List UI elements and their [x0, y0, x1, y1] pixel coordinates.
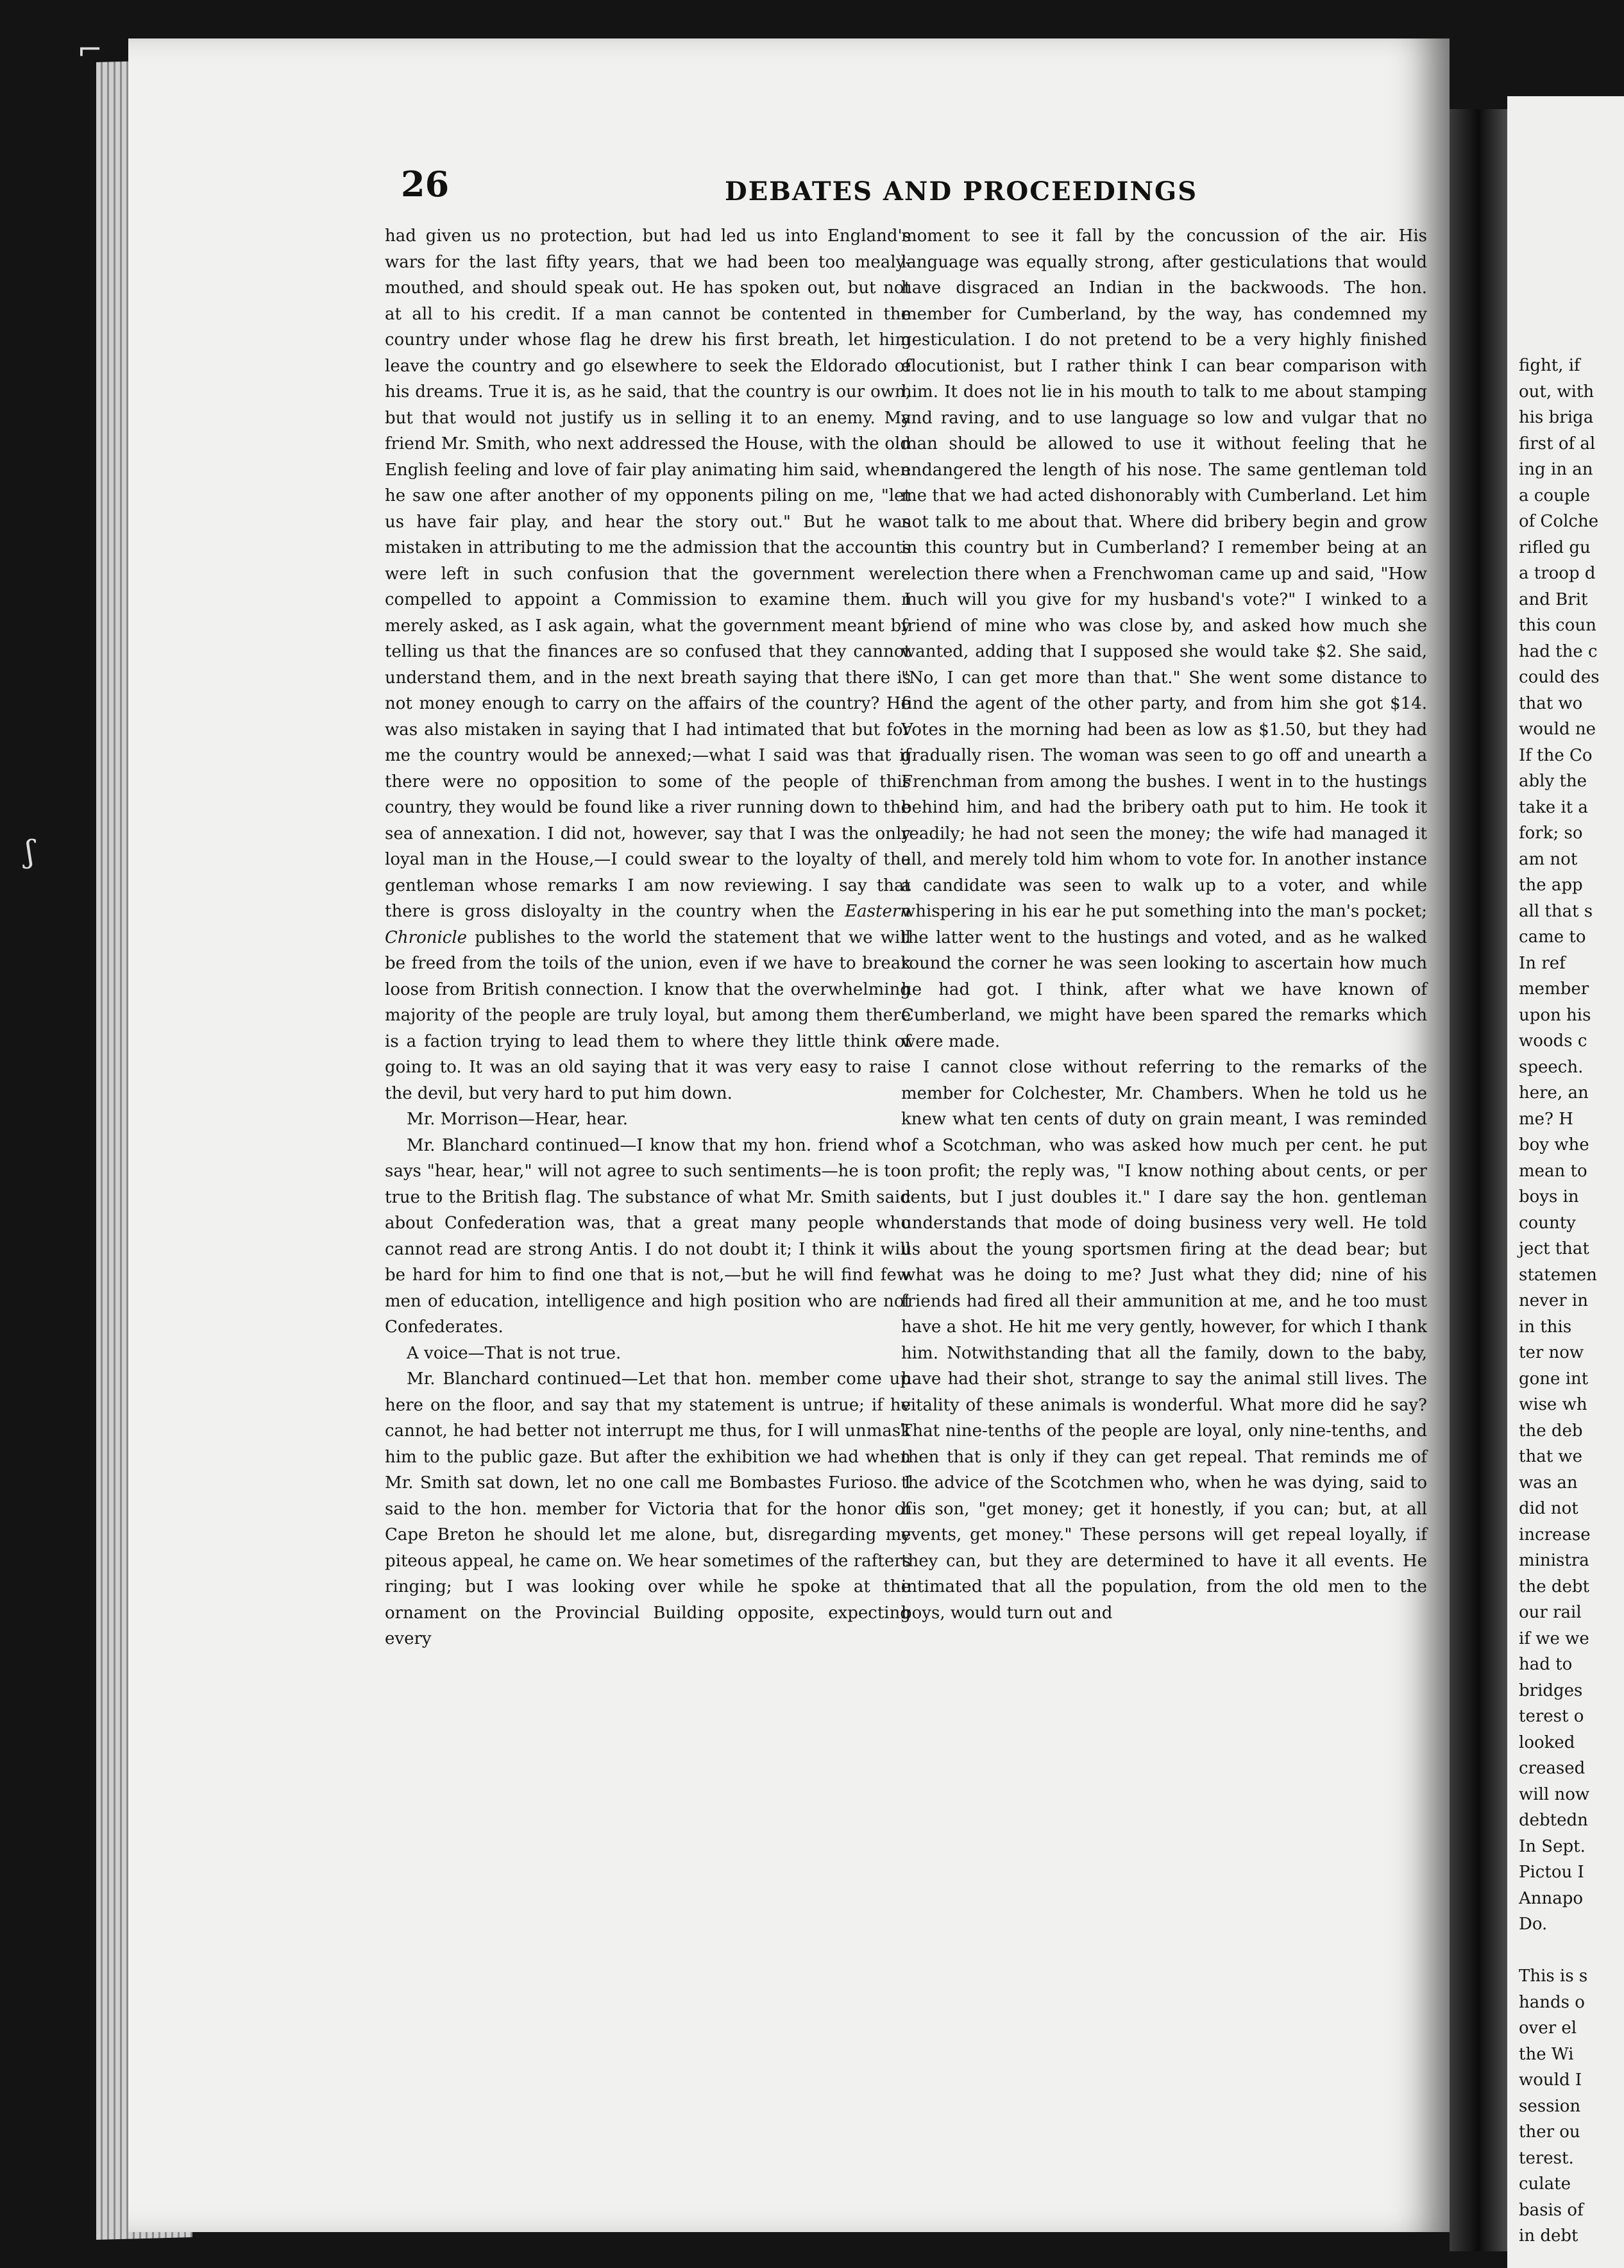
- facing-page-line: ing in an: [1519, 460, 1593, 479]
- facing-page-line: ministra: [1519, 1551, 1589, 1570]
- facing-page-line: culate: [1519, 2174, 1571, 2194]
- facing-page-line: Do.: [1519, 1915, 1548, 1934]
- facing-page-line: Annapo: [1519, 1888, 1584, 1908]
- facing-page-line: the deb: [1519, 1421, 1583, 1441]
- middle-paragraph-2: I cannot close without referring to the remarks of the member for Colchester, Mr. Chambers. When he told us he knew what ten cents of duty on grain meant, I was reminded of a Scotchman, who was asked how much per cent. he put on profit; the reply was, "I know nothing about cents, or per cents, but I just doubles it." I dare say the hon. gentleman understands that mode of doing business very well. He told us about the young sportsmen firing at the dead bear; but what was he doing to me? Just what they did; nine of his friends had fired all their ammunition at me, and he too must have a shot. He hit me very gently, however, for which I thank him. Notwithstanding that all the family, down to the baby, have had their shot, strange to say the animal still lives. The vitality of these animals is wonderful. What more did he say? That nine-tenths of the people are loyal, only nine-tenths, and then that is only if they can get repeal. That reminds me of the advice of the Scotchmen who, when he was dying, said to his son, "get money; get it honestly, if you can; but, at all events, get money." These persons will get repeal loyally, if they can, but they are determined to have it all events. He intimated that all the population, from the old men to the boys, would turn out and: [901, 1058, 1427, 1623]
- facing-page-line: increase: [1519, 1525, 1591, 1544]
- facing-page-line: speech.: [1519, 1057, 1584, 1077]
- facing-page-line: debtedn: [1519, 1811, 1588, 1830]
- facing-page-line: me? H: [1519, 1109, 1573, 1129]
- facing-page-line: session: [1519, 2096, 1581, 2116]
- scan-artifact-mark: ⌐: [77, 32, 103, 68]
- facing-page-line: woods c: [1519, 1031, 1587, 1051]
- facing-page-line: mean to: [1519, 1161, 1587, 1181]
- facing-page-line: of Colche: [1519, 512, 1599, 531]
- facing-page-line: rifled gu: [1519, 537, 1591, 557]
- facing-page-line: out, with: [1519, 382, 1594, 402]
- left-paragraph-5: Mr. Blanchard continued—Let that hon. member come up here on the floor, and say that my statement is untrue; if he cannot, he had better not interrupt me thus, for I will unmask him to the public gaze. But after the exhibition we had when Mr. Smith sat down, let no one call me Bombastes Furioso. I said to the hon. member for Victoria that for the honor of Cape Breton he should let me alone, but, disregarding my piteous appeal, he came on. We hear sometimes of the rafters ringing; but I was looking over while he spoke at the ornament on the Provincial Building opposite, expecting every: [385, 1369, 911, 1648]
- facing-page-line: hands o: [1519, 1992, 1585, 2012]
- facing-page-line: here, an: [1519, 1083, 1589, 1103]
- facing-page-line: member: [1519, 979, 1589, 999]
- facing-page-line: gone int: [1519, 1369, 1589, 1389]
- facing-page-line: creased: [1519, 1759, 1586, 1778]
- facing-page-line: never in: [1519, 1291, 1588, 1310]
- facing-page-line: first of al: [1519, 434, 1596, 453]
- facing-page-line: fight, if: [1519, 356, 1580, 375]
- facing-page-line: did not: [1519, 1499, 1578, 1518]
- running-head: DEBATES AND PROCEEDINGS: [725, 176, 1198, 207]
- facing-page-line: and Brit: [1519, 589, 1588, 609]
- facing-page-line: all that s: [1519, 901, 1593, 921]
- facing-page-line: Pictou I: [1519, 1863, 1584, 1882]
- facing-page-line: ject that: [1519, 1239, 1589, 1258]
- middle-paragraph-1: moment to see it fall by the concussion of the air. His language was equally strong, after gesticulations that would have disgraced an Indian in the backwoods. The hon. member for Cumberland, by the way, has condemned my gesticulation. I do not pretend to be a very highly finished elocutionist, but I rather think I can bear comparison with him. It does not lie in his mouth to talk to me about stamping and raving, and to use language so low and vulgar that no man should be allowed to use it without feeling that he endangered the length of his nose. The same gentleman told me that we had acted dishonorably with Cumberland. Let him not talk to me about that. Where did bribery begin and grow in this country but in Cumberland? I remember being at an election there when a Frenchwoman came up and said, "How much will you give for my husband's vote?" I winked to a friend of mine who was close by, and asked how much she wanted, adding that I supposed she would take $2. She said, "No, I can get more than that." She went some distance to find the agent of the other party, and from him she got $14. Votes in the morning had been as low as $1.50, but they had gradually risen. The woman was seen to go off and unearth a Frenchman from among the bushes. I went in to the hustings behind him, and had the bribery oath put to him. He took it readily; he had not seen the money; the wife had managed it all, and merely told him whom to vote for. In another instance a candidate was seen to walk up to a voter, and while whispering in his ear he put something into the man's pocket; the latter went to the hustings and voted, and as he walked round the corner he was seen looking to ascertain how much he had got. I think, after what we have known of Cumberland, we might have been spared the remarks which were made.: [901, 226, 1427, 1051]
- facing-page-line: his briga: [1519, 408, 1594, 427]
- left-text-column: [385, 223, 911, 1652]
- facing-page-fragment: [1507, 96, 1624, 2268]
- facing-page-line: terest.: [1519, 2148, 1574, 2168]
- book-gutter: [1450, 109, 1507, 2251]
- facing-page-line: upon his: [1519, 1005, 1591, 1025]
- facing-page-line: the Wi: [1519, 2044, 1574, 2064]
- facing-page-line: in debt: [1519, 2226, 1578, 2246]
- left-paragraph-1-end: publishes to the world the statement that we will be freed from the toils of the union, even if we have to break loose from British connection. I know that the overwhelming majority of the people are truly loyal, but among them there is a faction trying to lead them to where they little think of going to. It was an old saying that it was very easy to raise the devil, but very hard to put him down.: [385, 927, 911, 1103]
- facing-page-line: boys in: [1519, 1187, 1579, 1206]
- facing-page-line: In Sept.: [1519, 1836, 1586, 1856]
- facing-page-line: county: [1519, 1213, 1576, 1233]
- facing-page-line: had the c: [1519, 641, 1598, 661]
- facing-page-line: In ref: [1519, 953, 1566, 973]
- facing-page-line: boy whe: [1519, 1135, 1589, 1155]
- facing-page-line: had to: [1519, 1655, 1573, 1674]
- newspaper-title: Eastern Chronicle: [385, 902, 911, 947]
- facing-page-line: terest o: [1519, 1707, 1584, 1726]
- facing-page-line: ably the: [1519, 772, 1587, 791]
- facing-page-line: am not: [1519, 849, 1578, 869]
- facing-page-text: [1519, 353, 1624, 2249]
- facing-page-line: could des: [1519, 668, 1600, 687]
- left-paragraph-2: Mr. Morrison—Hear, hear.: [407, 1110, 629, 1129]
- facing-page-line: our rail: [1519, 1603, 1582, 1622]
- facing-page-line: ter now: [1519, 1343, 1584, 1362]
- facing-page-line: a troop d: [1519, 564, 1596, 583]
- left-paragraph-3: Mr. Blanchard continued—I know that my hon. friend who says "hear, hear," will not agree to such sentiments—he is too true to the British flag. The substance of what Mr. Smith said about Confederation was, that a great many people who cannot read are strong Antis. I do not doubt it; I think it will be hard for him to find one that is not,—but he will find few men of education, intelligence and high position who are not Confederates.: [385, 1135, 911, 1337]
- facing-page-line: a couple: [1519, 486, 1591, 505]
- facing-page-line: would ne: [1519, 720, 1596, 739]
- facing-page-line: over el: [1519, 2018, 1577, 2038]
- facing-page-line: came to: [1519, 927, 1586, 947]
- left-paragraph-1-text: had given us no protection, but had led us into England's wars for the last fifty years, that we had been too mealy-mouthed, and should speak out. He has spoken out, but not at all to his credit. If a man cannot be contented in the country under whose flag he drew his first breath, let him leave the country and go elsewhere to seek the Eldorado of his dreams. True it is, as he said, that the country is our own, but that would not justify us in selling it to an enemy. My friend Mr. Smith, who next addressed the House, with the old English feeling and love of fair play animating him said, when he saw one after another of my opponents piling on me, "let us have fair play, and hear the story out." But he was mistaken in attributing to me the admission that the accounts were left in such confusion that the government were compelled to appoint a Commission to examine them. I merely asked, as I ask again, what the government meant by telling us that the finances are so confused that they cannot understand them, and in the next breath saying that there is not money enough to carry on the affairs of the country? He was also mistaken in saying that I had intimated that but for me the country would be annexed;—what I said was that if there were no opposition to some of the people of this country, they would be found like a river running down to the sea of annexation. I did not, however, say that I was the only loyal man in the House,—I could swear to the loyalty of the gentleman whose remarks I am now reviewing. I say that there is gross disloyalty in the country when the: [385, 226, 911, 921]
- facing-page-line: this coun: [1519, 616, 1596, 635]
- facing-page-line: that we: [1519, 1447, 1583, 1466]
- scan-artifact-mark: ʃ: [26, 834, 35, 870]
- left-paragraph-1: [385, 223, 911, 1106]
- facing-page-line: would I: [1519, 2070, 1582, 2090]
- left-paragraph-4: A voice—That is not true.: [407, 1343, 622, 1363]
- facing-page-line: the app: [1519, 876, 1583, 895]
- facing-page-line: [1519, 1938, 1624, 1964]
- facing-page-line: the debt: [1519, 1577, 1589, 1596]
- facing-page-line: ther ou: [1519, 2122, 1580, 2142]
- facing-page-line: fork; so: [1519, 824, 1583, 843]
- facing-page-line: in this: [1519, 1317, 1572, 1337]
- facing-page-line: This is s: [1519, 1967, 1588, 1986]
- facing-page-line: take it a: [1519, 797, 1588, 817]
- facing-page-line: was an: [1519, 1473, 1578, 1493]
- page-number: 26: [401, 164, 450, 205]
- middle-text-column: [901, 223, 1427, 1626]
- facing-page-line: that wo: [1519, 693, 1583, 713]
- facing-page-line: wise wh: [1519, 1395, 1587, 1414]
- facing-page-line: if we we: [1519, 1629, 1589, 1648]
- facing-page-line: looked: [1519, 1732, 1575, 1752]
- facing-page-line: will now: [1519, 1784, 1590, 1804]
- facing-page-line: basis of: [1519, 2200, 1584, 2220]
- facing-page-line: bridges: [1519, 1680, 1583, 1700]
- facing-page-line: statemen: [1519, 1265, 1597, 1285]
- facing-page-line: If the Co: [1519, 745, 1593, 765]
